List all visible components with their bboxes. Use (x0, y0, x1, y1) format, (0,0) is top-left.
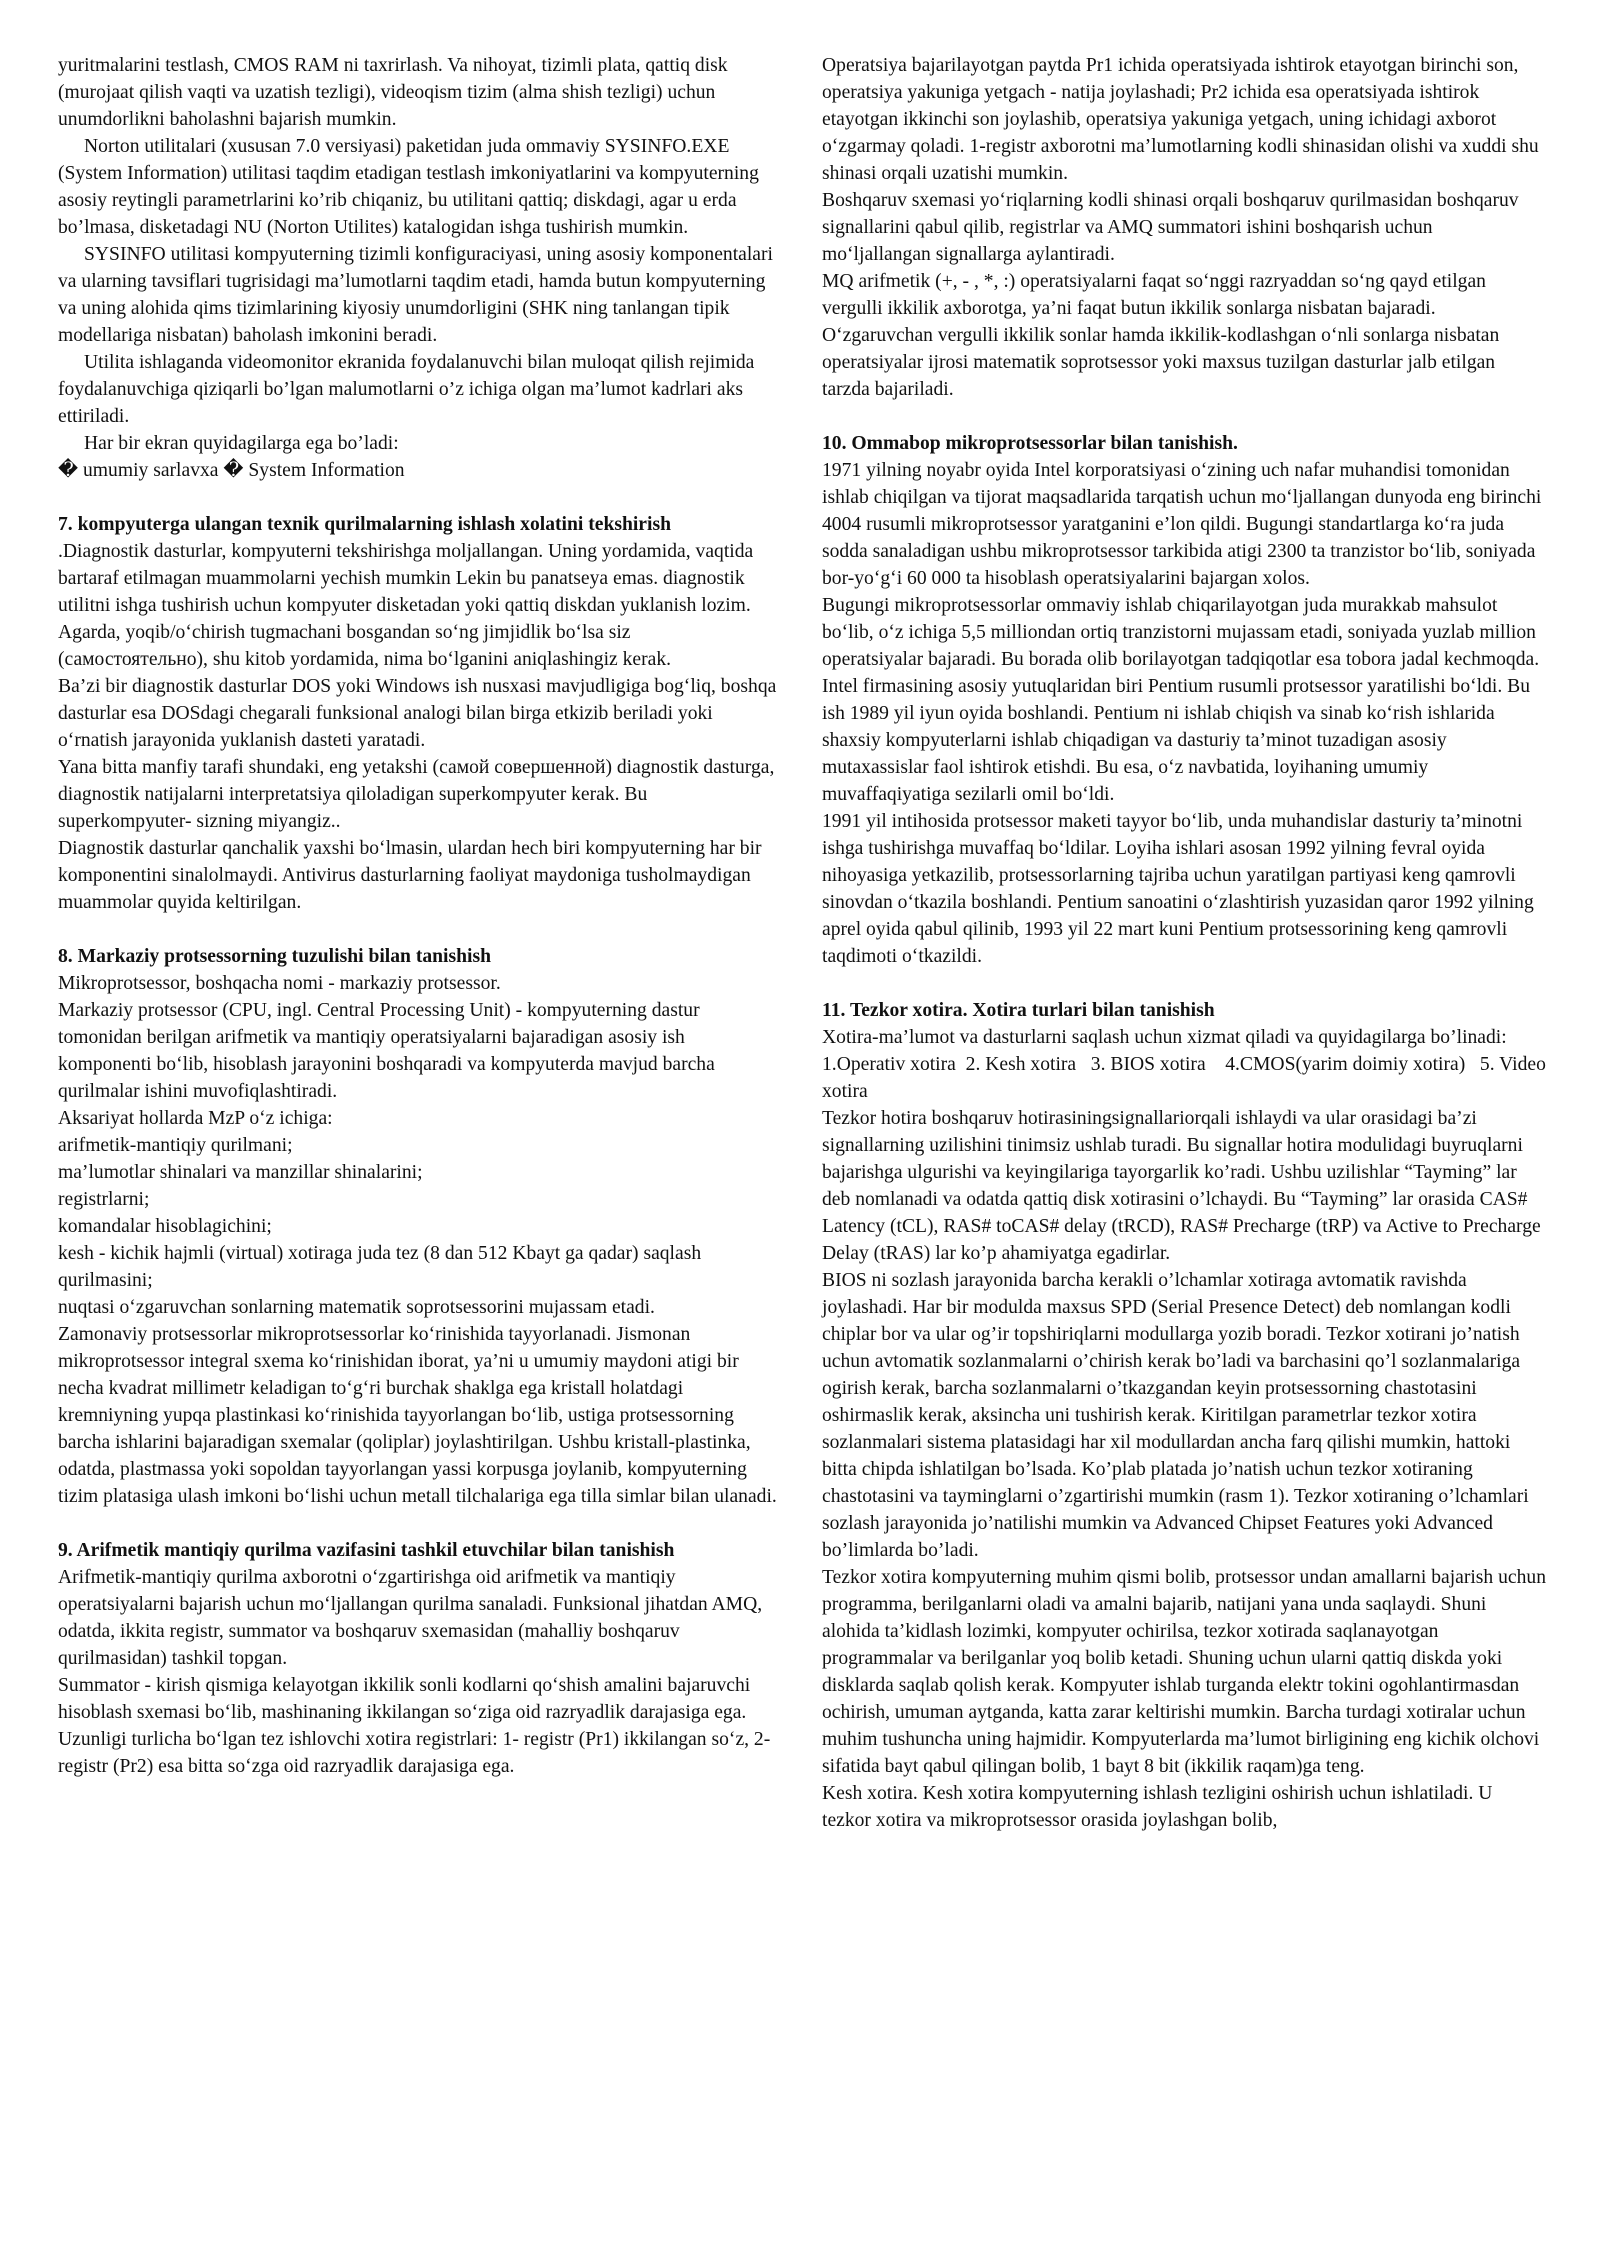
paragraph: Mikroprotsessor, boshqacha nomi - markaziy protsessor. (58, 973, 501, 994)
spacer (822, 403, 1546, 430)
paragraph: Xotira-ma’lumot va dasturlarni saqlash uchun xizmat qiladi va quyidagilarga bo’linadi: (822, 1027, 1507, 1048)
paragraph: Arifmetik-mantiqiy qurilma axborotni o‘zgartirishga oid arifmetik va mantiqiy operatsiyalarni bajarish uchun mo‘ljallangan qurilma sanaladi. Funksional jihatdan AMQ, odatda, ikkita registr, summator va boshqaruv sxemasidan (mahalliy boshqaruv qurilmasidan) tashkil topgan. (58, 1567, 768, 1669)
paragraph: Aksariyat hollarda MzP o‘z ichiga: (58, 1108, 333, 1129)
spacer (58, 484, 780, 511)
paragraph: BIOS ni sozlash jarayonida barcha kerakli o’lchamlar xotiraga avtomatik ravishda joylashadi. Har bir modulda maxsus SPD (Serial Presence Detect) deb nomlangan kodli chiplar bor va ular og’ir topshiriqlarni modullarga yozib boradi. Tezkor xotirani jo’natish uchun avtomatik sozlanmalarni o’chirish kerak bo’ladi va barchasini qo’l sozlanmalariga ogirish kerak, barcha sozlanmalarni o’tkazgandan keyin protsessorning chastotasini oshirmaslik kerak, aksincha uni tushirish kerak. Kiritilgan parametrlar tezkor xotira sozlanmalari sistema platasidagi har xil modullardan ancha farq qilishi mumkin, hattoki bitta chipda ishlatilgan bo’lsada. Ko’plab platada jo’natish uchun tezkor xotiraning chastotasini va tayminglarni o’zgartirishi mumkin (rasm 1). Tezkor xotiraning o’lchamlari sozlash jarayonida jo’natilishi mumkin va Advanced Chipset Features yoki Advanced bo’limlarda bo’ladi. (822, 1270, 1534, 1561)
paragraph: MQ arifmetik (+, - , *, :) operatsiyalarni faqat so‘nggi razryaddan so‘ng qayd etilgan vergulli ikkilik axborotga, ya’ni faqat butun ikkilik sonlarga nisbatan bajaradi. (822, 271, 1491, 319)
paragraph: Bugungi mikroprotsessorlar ommaviy ishlab chiqarilayotgan juda murakkab mahsulot bo‘lib, o‘z ichiga 5,5 milliondan ortiq tranzistorni mujassam etadi, soniyada yuzlab million operatsiyalar bajaradi. Bu borada olib borilayotgan tadqiqotlar esa tobora jadal kechmoqda. Intel firmasining asosiy yutuqlaridan biri Pentium rusumli protsessor yaratilishi bo‘ldi. Bu ish 1989 yil iyun oyida boshlandi. Pentium ni ishlab chiqish va sinab ko‘rish ishlarida shaxsiy kompyuterlarni ishlab chiqadigan va dasturiy ta’minot tuzadigan asosiy mutaxassislar faol ishtirok etishdi. Bu esa, o‘z navbatida, loyihaning umumiy muvaffaqiyatiga sezilarli omil bo‘ldi. (822, 595, 1545, 805)
right-column (822, 52, 1551, 1834)
paragraph: 1.Operativ xotira 2. Kesh xotira 3. BIOS xotira 4.CMOS(yarim doimiy xotira) 5. Video xotira (822, 1054, 1551, 1102)
list-item: komandalar hisoblagichini; (58, 1216, 272, 1237)
list-item: registrlarni; (58, 1189, 150, 1210)
spacer (58, 916, 780, 943)
spacer (58, 1510, 780, 1537)
paragraph: Zamonaviy protsessorlar mikroprotsessorlar ko‘rinishida tayyorlanadi. Jismonan mikroprotsessor integral sxema ko‘rinishidan iborat, ya’ni u umumiy maydoni atigi bir necha kvadrat millimetr keladigan to‘g‘ri burchak shaklga ega kristall holatdagi kremniyning yupqa plastinkasi ko‘rinishida tayyorlangan bo‘lib, ustiga protsessorning barcha ishlarini bajaradigan sxemalar (qoliplar) joylashtirilgan. Ushbu kristall-plastinka, odatda, plastmassa yoki sopoldan tayyorlangan yassi korpusga joylanib, kompyuterning tizim platasiga ulash imkoni bo‘lishi uchun metall tilchalariga ega tilla simlar bilan ulanadi. (58, 1324, 777, 1507)
paragraph: Markaziy protsessor (CPU, ingl. Central Processing Unit) - kompyuterning dastur tomonidan berilgan arifmetik va mantiqiy operatsiyalarni bajaradigan asosiy ish komponenti bo‘lib, hisoblash jarayonini boshqaradi va kompyuterda mavjud barcha qurilmalar ishini muvofiqlashtiradi. (58, 1000, 720, 1102)
paragraph: .Diagnostik dasturlar, kompyuterni tekshirishga moljallangan. Uning yordamida, vaqtida bartaraf etilmagan muammolarni yechish mumkin Lekin bu panatseya emas. diagnostik utilitni ishga tushirish uchun kompyuter disketadan yoki qattiq diskdan yuklanish lozim. Agarda, yoqib/o‘chirish tugmachani bosgandan so‘ng jimjidlik bo‘lsa siz (самостоятельно), shu kitob yordamida, nima bo‘lganini aniqlashingiz kerak. (58, 541, 759, 670)
paragraph: Ba’zi bir diagnostik dasturlar DOS yoki Windows ish nusxasi mavjudligiga bog‘liq, boshqa dasturlar esa DOSdagi chegarali funksional analogi bilan birga etkizib beriladi yoki o‘rnatish jarayonida yuklanish dasteti yaratadi. (58, 676, 782, 751)
paragraph: Tezkor hotira boshqaruv hotirasiningsignallariorqali ishlaydi va ular orasidagi ba’zi signallarning uzilishini tinimsiz ushlab turadi. Bu signallar hotira modulidagi buyruqlarni bajarishga ulgurishi va keyingilariga tayorgarlik ko’radi. Ushbu uzilishlar “Tayming” lar deb nomlanadi va odatda qattiq disk xotirasini o’lchaydi. Bu “Tayming” lar orasida CAS# Latency (tCL), RAS# toCAS# delay (tRCD), RAS# Precharge (tRP) va Active to Precharge Delay (tRAS) lar ko’p ahamiyatga egadirlar. (822, 1108, 1546, 1264)
list-item: kesh - kichik hajmli (virtual) xotiraga juda tez (8 dan 512 Kbayt ga qadar) saqlash qurilmasini; (58, 1243, 707, 1291)
paragraph: yuritmalarini testlash, CMOS RAM ni taxrirlash. Va nihoyat, tizimli plata, qattiq disk (murojaat qilish vaqti va uzatish tezligi), videoqism tizim (alma shish tezligi) uchun unumdorlikni baholashni bajarish mumkin. (58, 55, 733, 130)
paragraph: Operatsiya bajarilayotgan paytda Pr1 ichida operatsiyada ishtirok etayotgan birinchi son, operatsiya yakuniga yetgach - natija joylashadi; Pr2 ichida esa operatsiyada ishtirok etayotgan ikkinchi son joylashib, operatsiya yakuniga yetgach, uning ichidagi axborot o‘zgarmay qoladi. 1-registr axborotni ma’lumotlarning kodli shinasidan olishi va xuddi shu shinasi orqali uzatishi mumkin. (822, 55, 1544, 184)
paragraph: Tezkor xotira kompyuterning muhim qismi bolib, protsessor undan amallarni bajarish uchun programma, berilganlarni oladi va amalni bajarib, natijani yana unda saqlaydi. Shuni alohida ta’kidlash lozimki, kompyuter ochirilsa, tezkor xotirada saqlanayotgan programmalar va berilganlar yoq bolib ketadi. Shuning uchun ularni qattiq diskda yoki disklarda saqlab qolish kerak. Kompyuter ishlab turganda elektr tokini ogohlantirmasdan ochirish, umuman aytganda, katta zarar keltirishi mumkin. Barcha turdagi xotiralar uchun muhim tushuncha uning hajmidir. Kompyuterlarda ma’lumot birligining eng kichik olchovi sifatida bayt qabul qilingan bolib, 1 bayt 8 bit (ikkilik raqam)ga teng. (822, 1567, 1551, 1777)
spacer (822, 970, 1546, 997)
paragraph: Har bir ekran quyidagilarga ega bo’ladi: (84, 433, 399, 454)
paragraph: Yana bitta manfiy tarafi shundaki, eng yetakshi (самой совершенной) diagnostik dasturga, diagnostik natijalarni interpretatsiya qiloladigan superkompyuter kerak. Bu superkompyuter- sizning miyangiz.. (58, 757, 780, 832)
list-item: ma’lumotlar shinalari va manzillar shinalarini; (58, 1162, 423, 1183)
paragraph: � umumiy sarlavxa � System Information (58, 460, 405, 481)
section-heading-11: 11. Tezkor xotira. Xotira turlari bilan tanishish (822, 1000, 1215, 1021)
paragraph: 1991 yil intihosida protsessor maketi tayyor bo‘lib, unda muhandislar dasturiy ta’minotni ishga tushirishga muvaffaq bo‘ldilar. Loyiha ishlari asosan 1992 yilning fevral oyida nihoyasiga yetkazilib, protsessorlarning tajriba uchun yaratilgan partiyasi keng qamrovli sinovdan o‘tkazila boshlandi. Pentium sanoatini o‘zlashtirish yuzasidan qaror 1992 yilning aprel oyida qabul qilinib, 1993 yil 22 mart kuni Pentium protsessorining keng qamrovli taqdimoti o‘tkazildi. (822, 811, 1539, 967)
left-column (58, 52, 780, 1780)
paragraph: SYSINFO utilitasi kompyuterning tizimli konfiguraciyasi, uning asosiy komponentalari va ularning tavsiflari tugrisidagi ma’lumotlarni taqdim etadi, hamda butun kompyuterning va uning alohida qims tizimlarining kiyosiy unumdorligini (SHK ning tanlangan tipik modellariga nisbatan) baholash imkonini beradi. (58, 244, 778, 346)
section-heading-8: 8. Markaziy protsessorning tuzulishi bilan tanishish (58, 946, 491, 967)
paragraph: Boshqaruv sxemasi yo‘riqlarning kodli shinasi orqali boshqaruv qurilmasidan boshqaruv signallarini qabul qilib, registrlar va AMQ summatori ishini boshqarish uchun mo‘ljallangan signallarga aylantiradi. (822, 190, 1524, 265)
paragraph: 1971 yilning noyabr oyida Intel korporatsiyasi o‘zining uch nafar muhandisi tomonidan ishlab chiqilgan va tijorat maqsadlarida tarqatish uchun mo‘ljallangan dunyoda eng birinchi 4004 rusumli mikroprotsessor yaratganini e’lon qildi. Bugungi standartlarga ko‘ra juda sodda sanaladigan ushbu mikroprotsessor tarkibida atigi 2300 ta tranzistor bo‘lib, soniyada bor-yo‘g‘i 60 000 ta hisoblash operatsiyalarini bajargan xolos. (822, 460, 1547, 589)
paragraph: Diagnostik dasturlar qanchalik yaxshi bo‘lmasin, ulardan hech biri kompyuterning har bir komponentini sinalolmaydi. Antivirus dasturlarning faoliyat maydoniga tusholmaydigan muammolar quyida keltirilgan. (58, 838, 767, 913)
list-item: nuqtasi o‘zgaruvchan sonlarning matematik soprotsessorini mujassam etadi. (58, 1297, 655, 1318)
paragraph: Summator - kirish qismiga kelayotgan ikkilik sonli kodlarni qo‘shish amalini bajaruvchi hisoblash sxemasi bo‘lib, mashinaning ikkilangan so‘ziga oid razryadlik darajasiga ega. (58, 1675, 756, 1723)
paragraph: Utilita ishlaganda videomonitor ekranida foydalanuvchi bilan muloqat qilish rejimida foydalanuvchiga qiziqarli bo’lgan malumotlarni o’z ichiga olgan ma’lumot kadrlari aks ettiriladi. (58, 352, 760, 427)
list-item: arifmetik-mantiqiy qurilmani; (58, 1135, 293, 1156)
paragraph: Uzunligi turlicha bo‘lgan tez ishlovchi xotira registrlari: 1- registr (Pr1) ikkilangan so‘z, 2- registr (Pr2) esa bitta so‘zga oid razryadlik darajasiga ega. (58, 1729, 776, 1777)
section-heading-9: 9. Arifmetik mantiqiy qurilma vazifasini tashkil etuvchilar bilan tanishish (58, 1540, 675, 1561)
paragraph: Kesh xotira. Kesh xotira kompyuterning ishlash tezligini oshirish uchun ishlatiladi. U tezkor xotira va mikroprotsessor orasida joylashgan bolib, (822, 1783, 1498, 1831)
section-heading-10: 10. Ommabop mikroprotsessorlar bilan tanishish. (822, 433, 1238, 454)
section-heading-7: 7. kompyuterga ulangan texnik qurilmalarning ishlash xolatini tekshirish (58, 514, 671, 535)
paragraph: O‘zgaruvchan vergulli ikkilik sonlar hamda ikkilik-kodlashgan o‘nli sonlarga nisbatan operatsiyalar ijrosi matematik soprotsessor yoki maxsus tuzilgan dasturlar jalb etilgan tarzda bajariladi. (822, 325, 1505, 400)
paragraph: Norton utilitalari (xususan 7.0 versiyasi) paketidan juda ommaviy SYSINFO.EXE (System Information) utilitasi taqdim etadigan testlash imkoniyatlarini va kompyuterning asosiy reytingli parametrlarini ko’rib chiqaniz, bu utilitani qattiq; diskdagi, agar u erda bo’lmasa, disketadagi NU (Norton Utilites) katalogidan ishga tushirish mumkin. (58, 136, 764, 238)
